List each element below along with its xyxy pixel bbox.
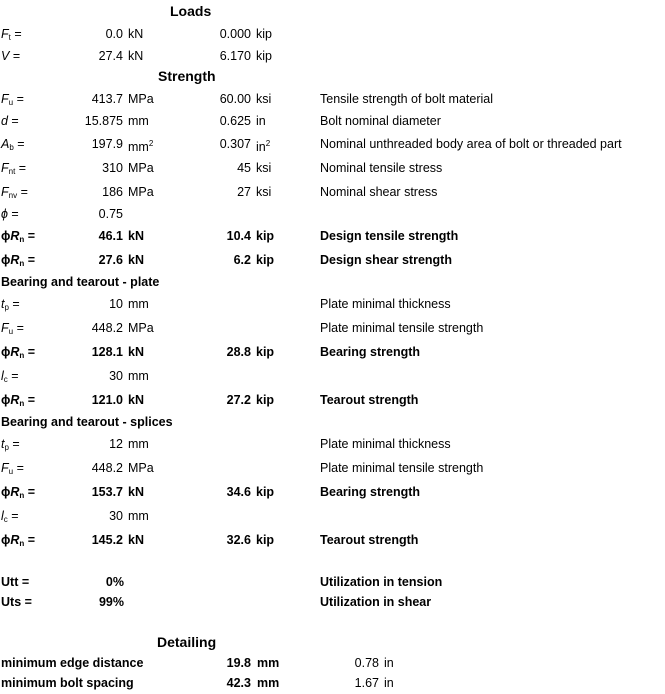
phirn-shear-subscript: n [19, 259, 25, 268]
plate-phirn-tearout-si-unit [128, 392, 144, 408]
d-imp-unit [256, 113, 266, 129]
splices-phirn-tearout-si-value: 145.2 [91, 533, 123, 547]
splices-phirn-tearout-equals: = [24, 533, 36, 547]
fnt-symbol-letter: F [1, 161, 9, 175]
phirn-tension-subscript: n [19, 235, 25, 244]
splices-phirn-bearing-si-unit [128, 484, 144, 500]
phirn-tension-imp-unit [256, 228, 274, 244]
fnt-si-unit-text: MPa [128, 161, 154, 175]
splices-tp-si-unit-text: mm [128, 437, 149, 451]
splices-tp-description: Plate minimal thickness [320, 437, 451, 451]
v-equals: = [9, 49, 21, 63]
d-si-value: 15.875 [84, 114, 123, 128]
fu-imp-value: 60.00 [219, 92, 251, 106]
plate-phirn-tearout-si-unit-text: kN [128, 393, 144, 407]
plate-tp-description: Plate minimal thickness [320, 297, 451, 311]
fnt-equals: = [15, 161, 27, 175]
plate-phirn-tearout-description: Tearout strength [320, 393, 419, 407]
phirn-tension-symbol [1, 228, 35, 248]
fu-si-value: 413.7 [91, 92, 123, 106]
plate-lc-si-value: 30 [109, 369, 123, 383]
ft-imp-unit [256, 26, 272, 42]
ft-imp-value: 0.000 [219, 27, 251, 41]
phirn-shear-si-unit-text: kN [128, 253, 144, 267]
phirn-shear-imp-value: 6.2 [233, 253, 251, 267]
v-symbol-letter: V [1, 49, 10, 63]
v-imp-unit-text: kip [256, 49, 272, 63]
v-imp-value: 6.170 [219, 49, 251, 63]
splices-tp-si-unit [128, 436, 149, 452]
plate-phirn-tearout-symbol [1, 392, 35, 412]
splices-phirn-bearing-si-unit-text: kN [128, 485, 144, 499]
splices-phirn-tearout-imp-unit-text: kip [256, 533, 275, 547]
uts-label: Uts = [1, 595, 32, 609]
ft-si-value: 0.0 [105, 27, 123, 41]
fu-si-unit-text: MPa [128, 92, 154, 106]
ab-symbol-letter: A [1, 137, 10, 151]
phirn-tension-symbol-letter: R [10, 229, 20, 243]
splices-phirn-bearing-imp-value: 34.6 [226, 485, 251, 499]
phi-equals: = [7, 207, 19, 221]
plate-lc-equals: = [7, 369, 19, 383]
ab-si-unit [128, 136, 153, 155]
splices-lc-si-unit [128, 508, 149, 524]
splices-fu-si-unit [128, 460, 154, 476]
phi-si-value: 0.75 [98, 207, 123, 221]
fnt-description: Nominal tensile stress [320, 161, 443, 175]
splices-phirn-tearout-subscript: n [19, 539, 25, 548]
phi-symbol [1, 206, 19, 222]
fu-imp-unit-text: ksi [256, 92, 272, 106]
plate-phirn-bearing-si-unit [128, 344, 144, 360]
v-si-value: 27.4 [98, 49, 123, 63]
ft-imp-unit-text: kip [256, 27, 272, 41]
fnv-equals: = [17, 185, 28, 199]
plate-phirn-tearout-symbol-prefix: ϕ [1, 393, 11, 407]
fnv-symbol-letter: F [1, 185, 9, 199]
splices-tp-si-value: 12 [109, 437, 123, 451]
fnv-description: Nominal shear stress [320, 185, 438, 199]
splices-phirn-tearout-symbol [1, 532, 35, 552]
plate-fu-subscript: u [8, 327, 14, 336]
splices-phirn-bearing-symbol [1, 484, 35, 504]
splices-phirn-tearout-imp-unit [256, 532, 274, 548]
bolt-spacing-si-unit: mm [257, 676, 280, 690]
splices-phirn-bearing-imp-unit-text: kip [256, 485, 275, 499]
d-description: Bolt nominal diameter [320, 114, 441, 128]
phirn-tension-equals: = [24, 229, 36, 243]
splices-phirn-tearout-si-unit [128, 532, 144, 548]
ab-imp-unit-text: in [256, 140, 266, 154]
phirn-shear-symbol-prefix: ϕ [1, 253, 11, 267]
ab-subscript: b [9, 143, 14, 152]
splices-phirn-bearing-imp-unit [256, 484, 274, 500]
splices-phirn-tearout-symbol-prefix: ϕ [1, 533, 11, 547]
splices-phirn-bearing-subscript: n [19, 491, 25, 500]
fnt-subscript: nt [8, 167, 16, 176]
plate-phirn-bearing-si-value: 128.1 [91, 345, 123, 359]
splices-fu-equals: = [13, 461, 24, 475]
plate-phirn-bearing-subscript: n [19, 351, 25, 360]
phirn-shear-imp-unit-text: kip [256, 253, 275, 267]
ft-symbol-letter: F [1, 27, 9, 41]
fnt-symbol [1, 160, 26, 180]
ab-imp-unit [256, 136, 270, 155]
fnv-imp-unit [256, 184, 271, 200]
splices-phirn-tearout-description: Tearout strength [320, 533, 419, 547]
plate-lc-si-unit-text: mm [128, 369, 149, 383]
phirn-shear-description: Design shear strength [320, 253, 452, 267]
utt-label: Utt = [1, 575, 30, 589]
bolt-spacing-si-value: 42.3 [226, 676, 251, 690]
phirn-shear-si-unit [128, 252, 144, 268]
splices-phirn-bearing-description: Bearing strength [320, 485, 421, 499]
splices-phirn-tearout-si-unit-text: kN [128, 533, 144, 547]
splices-phirn-tearout-imp-value: 32.6 [226, 533, 251, 547]
plate-fu-symbol [1, 320, 24, 340]
splices-lc-symbol [1, 508, 19, 528]
v-si-unit-text: kN [128, 49, 144, 63]
splices-fu-subscript: u [8, 467, 14, 476]
plate-tp-symbol [1, 296, 20, 316]
phi-symbol-letter: ϕ [1, 207, 8, 221]
phirn-tension-si-unit-text: kN [128, 229, 144, 243]
bolt-spacing-imp-value: 1.67 [354, 676, 379, 690]
plate-phirn-bearing-imp-value: 28.8 [226, 345, 251, 359]
splices-lc-equals: = [7, 509, 19, 523]
d-si-unit-text: mm [128, 114, 149, 128]
heading-bearing-splices: Bearing and tearout - splices [1, 415, 173, 429]
plate-phirn-tearout-symbol-letter: R [10, 393, 20, 407]
d-imp-unit-text: in [256, 114, 266, 128]
d-equals: = [7, 114, 19, 128]
plate-phirn-tearout-imp-unit-text: kip [256, 393, 275, 407]
plate-lc-subscript: c [3, 375, 8, 384]
plate-tp-si-value: 10 [109, 297, 123, 311]
uts-value: 99% [98, 595, 124, 609]
fnv-si-unit-text: MPa [128, 185, 154, 199]
v-imp-unit [256, 48, 272, 64]
plate-fu-si-value: 448.2 [91, 321, 123, 335]
phirn-tension-symbol-prefix: ϕ [1, 229, 11, 243]
phirn-shear-si-value: 27.6 [98, 253, 123, 267]
fnv-imp-unit-text: ksi [256, 185, 272, 199]
fnv-subscript: nv [8, 191, 18, 200]
ab-imp-value: 0.307 [219, 137, 251, 151]
d-imp-value: 0.625 [219, 114, 251, 128]
ft-equals: = [10, 27, 22, 41]
plate-tp-subscript: p [4, 303, 9, 312]
fnv-symbol [1, 184, 28, 204]
phirn-tension-si-value: 46.1 [98, 229, 123, 243]
plate-tp-si-unit-text: mm [128, 297, 149, 311]
edge-distance-imp-unit: in [384, 656, 394, 670]
ft-si-unit-text: kN [128, 27, 144, 41]
phirn-shear-imp-unit [256, 252, 274, 268]
fu-si-unit [128, 91, 154, 107]
plate-phirn-bearing-si-unit-text: kN [128, 345, 144, 359]
plate-phirn-bearing-imp-unit-text: kip [256, 345, 275, 359]
edge-distance-si-value: 19.8 [226, 656, 251, 670]
heading-bearing-plate: Bearing and tearout - plate [1, 275, 160, 289]
splices-tp-subscript: p [4, 443, 9, 452]
ft-si-unit [128, 26, 143, 42]
plate-phirn-bearing-symbol [1, 344, 35, 364]
fu-description: Tensile strength of bolt material [320, 92, 494, 106]
v-si-unit [128, 48, 143, 64]
uts-desc: Utilization in shear [320, 595, 432, 609]
plate-fu-si-unit-text: MPa [128, 321, 154, 335]
splices-phirn-bearing-si-value: 153.7 [91, 485, 123, 499]
plate-phirn-bearing-symbol-prefix: ϕ [1, 345, 11, 359]
splices-tp-symbol [1, 436, 20, 456]
plate-phirn-bearing-imp-unit [256, 344, 274, 360]
fnt-imp-unit-text: ksi [256, 161, 272, 175]
phirn-tension-imp-value: 10.4 [226, 229, 251, 243]
edge-distance-imp-value: 0.78 [354, 656, 379, 670]
phirn-tension-description: Design tensile strength [320, 229, 459, 243]
heading-strength: Strength [158, 68, 216, 84]
d-si-unit [128, 113, 149, 129]
edge-distance-label: minimum edge distance [1, 656, 144, 670]
ab-equals: = [13, 137, 25, 151]
fnt-imp-unit [256, 160, 271, 176]
splices-lc-si-unit-text: mm [128, 509, 149, 523]
fu-symbol [1, 91, 24, 111]
fu-imp-unit [256, 91, 271, 107]
splices-tp-equals: = [8, 437, 20, 451]
splices-lc-subscript: c [3, 515, 8, 524]
edge-distance-si-unit: mm [257, 656, 280, 670]
d-symbol-letter: d [1, 114, 8, 128]
ab-si-value: 197.9 [91, 137, 123, 151]
ft-symbol [1, 26, 22, 46]
phirn-tension-imp-unit-text: kip [256, 229, 275, 243]
bolt-spacing-imp-unit: in [384, 676, 394, 690]
plate-phirn-bearing-description: Bearing strength [320, 345, 421, 359]
plate-tp-symbol-letter: t [1, 297, 5, 311]
d-symbol [1, 113, 19, 129]
plate-tp-si-unit [128, 296, 149, 312]
plate-tp-equals: = [8, 297, 20, 311]
plate-phirn-tearout-imp-unit [256, 392, 274, 408]
fnv-imp-value: 27 [237, 185, 251, 199]
fu-equals: = [13, 92, 24, 106]
plate-phirn-tearout-si-value: 121.0 [91, 393, 123, 407]
v-symbol [1, 48, 20, 64]
heading-loads: Loads [170, 3, 212, 19]
phirn-shear-equals: = [24, 253, 36, 267]
utt-desc: Utilization in tension [320, 575, 443, 589]
plate-phirn-bearing-symbol-letter: R [10, 345, 20, 359]
fnt-imp-value: 45 [237, 161, 251, 175]
splices-tp-symbol-letter: t [1, 437, 5, 451]
heading-detailing: Detailing [157, 634, 217, 650]
splices-phirn-bearing-equals: = [24, 485, 36, 499]
fnt-si-value: 310 [102, 161, 123, 175]
splices-lc-si-value: 30 [109, 509, 123, 523]
splices-lc-symbol-letter: l [1, 509, 4, 523]
splices-phirn-tearout-symbol-letter: R [10, 533, 20, 547]
fu-symbol-letter: F [1, 92, 9, 106]
plate-fu-symbol-letter: F [1, 321, 9, 335]
ab-si-unit-text: mm [128, 140, 149, 154]
fu-subscript: u [8, 98, 14, 107]
ab-description: Nominal unthreaded body area of bolt or threaded part [320, 137, 622, 151]
fnv-si-unit [128, 184, 154, 200]
splices-phirn-bearing-symbol-prefix: ϕ [1, 485, 11, 499]
phirn-tension-si-unit [128, 228, 144, 244]
plate-phirn-tearout-imp-value: 27.2 [226, 393, 251, 407]
ab-si-unit-exponent: 2 [148, 139, 154, 148]
splices-fu-si-unit-text: MPa [128, 461, 154, 475]
splices-fu-description: Plate minimal tensile strength [320, 461, 484, 475]
phirn-shear-symbol-letter: R [10, 253, 20, 267]
splices-fu-symbol [1, 460, 24, 480]
splices-fu-symbol-letter: F [1, 461, 9, 475]
fnv-si-value: 186 [102, 185, 123, 199]
plate-phirn-bearing-equals: = [24, 345, 36, 359]
fnt-si-unit [128, 160, 154, 176]
ft-subscript: t [8, 33, 11, 42]
splices-phirn-bearing-symbol-letter: R [10, 485, 20, 499]
utt-value: 0% [105, 575, 124, 589]
plate-fu-si-unit [128, 320, 154, 336]
ab-imp-unit-exponent: 2 [265, 139, 271, 148]
plate-lc-si-unit [128, 368, 149, 384]
plate-fu-description: Plate minimal tensile strength [320, 321, 484, 335]
plate-fu-equals: = [13, 321, 24, 335]
bolt-spacing-label: minimum bolt spacing [1, 676, 134, 690]
plate-phirn-tearout-equals: = [24, 393, 36, 407]
plate-lc-symbol-letter: l [1, 369, 4, 383]
splices-fu-si-value: 448.2 [91, 461, 123, 475]
ab-symbol [1, 136, 25, 156]
phirn-shear-symbol [1, 252, 35, 272]
plate-lc-symbol [1, 368, 19, 388]
plate-phirn-tearout-subscript: n [19, 399, 25, 408]
